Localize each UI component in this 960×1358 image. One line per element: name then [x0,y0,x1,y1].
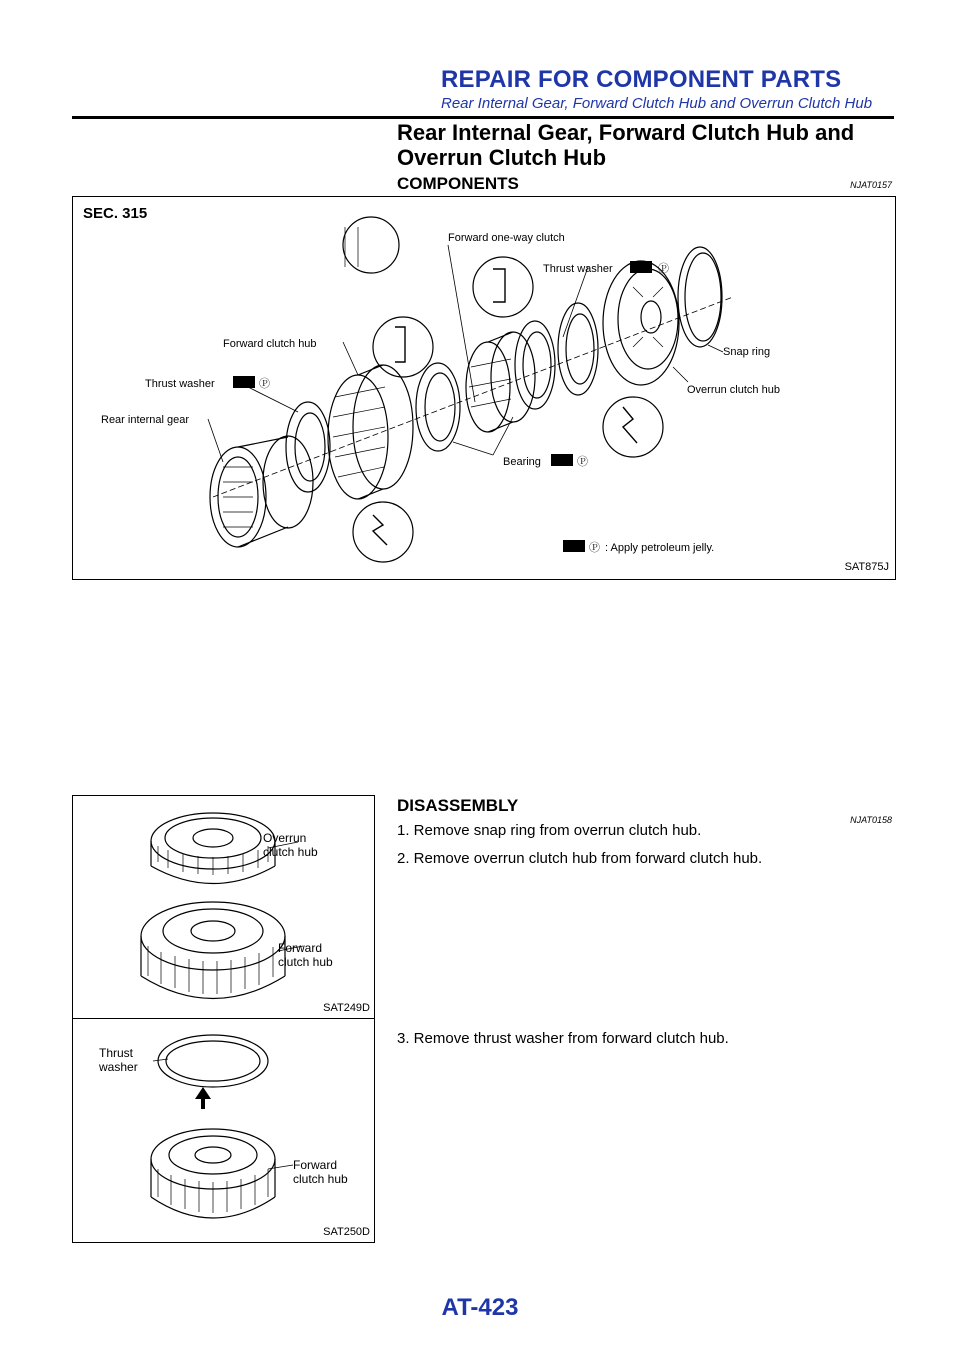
label-forward-2: clutch hub [278,955,333,969]
detail-circle-3 [473,257,533,317]
label-bearing: Bearing [503,456,541,468]
overrun-forward-hub-illustration [73,796,374,1018]
label-thrust-2: washer [99,1060,138,1074]
jelly-icon-top [630,261,652,273]
thrust-washer-illustration [73,1019,374,1242]
detail-circle-4 [603,397,663,457]
step-3: 3. Remove thrust washer from forward clutch hub. [397,1030,729,1047]
components-figure [72,196,896,580]
figure-code-sat249d: SAT249D [323,1002,370,1014]
label-thrust-1: Thrust [99,1046,134,1060]
forward-clutch-hub-shape [328,365,413,499]
detail-circle-1 [343,217,399,273]
label-legend: : Apply petroleum jelly. [605,542,715,554]
rear-internal-gear-shape [210,436,313,547]
thrust-washer-drawing [158,1035,268,1087]
components-ref-code: NJAT0157 [850,180,892,190]
label-overrun-1: Overrun [263,831,307,845]
header-rule [72,116,894,119]
assembly-axis [213,297,733,497]
jelly-icon-left [233,376,255,388]
label-forward-clutch-hub: Forward clutch hub [223,338,317,350]
p-icon-top: Ⓟ [658,263,669,275]
label-rear-internal-gear: Rear internal gear [101,414,190,426]
detail-circle-2 [373,317,433,377]
figure-code-sat875j: SAT875J [844,561,889,573]
components-heading: COMPONENTS [397,174,519,193]
bearing-ring-shape [416,363,460,451]
figure-sat250d [72,1018,375,1243]
jelly-icon-bearing [551,454,573,466]
thrust-washer-top-shape [558,303,598,395]
bearing-ring-2-shape [515,321,555,409]
label-forward-one-way-clutch: Forward one-way clutch [448,232,565,244]
detail-circle-5 [353,502,413,562]
figure-sat249d [72,795,375,1019]
page-header-subtitle: Rear Internal Gear, Forward Clutch Hub and Overrun Clutch Hub [441,95,873,112]
label-overrun-clutch-hub: Overrun clutch hub [687,384,780,396]
jelly-icon-legend [563,540,585,552]
sec-label: SEC. 315 [83,205,148,222]
thrust-washer-left-shape [286,402,330,492]
p-icon-bearing: Ⓟ [577,456,588,468]
p-icon-legend: Ⓟ [589,542,600,554]
overrun-clutch-hub-drawing [151,813,275,884]
label-overrun-2: clutch hub [263,845,318,859]
p-icon-left: Ⓟ [259,378,270,390]
forward-clutch-hub-drawing-2 [151,1129,275,1218]
forward-clutch-hub-drawing [141,902,285,999]
overrun-clutch-hub-shape [603,261,679,385]
components-illustration [73,197,895,579]
label-snap-ring: Snap ring [723,346,771,358]
page-number: AT-423 [441,1294,519,1321]
disassembly-heading: DISASSEMBLY [397,796,519,815]
label-forward-fig2-2: clutch hub [293,1172,348,1186]
step-2: 2. Remove overrun clutch hub from forward clutch hub. [397,850,763,867]
figure-code-sat250d: SAT250D [323,1226,370,1238]
label-forward-1: Forward [278,941,323,955]
label-forward-fig2-1: Forward [293,1158,338,1172]
label-thrust-washer-left: Thrust washer [145,378,215,390]
page-header-title: REPAIR FOR COMPONENT PARTS [441,66,842,93]
step-1: 1. Remove snap ring from overrun clutch hub. [397,822,702,839]
up-arrow-icon [195,1087,211,1109]
snap-ring-shape [678,247,722,347]
disassembly-ref-code: NJAT0158 [850,815,892,825]
section-title: Rear Internal Gear, Forward Clutch Hub and Overrun Clutch Hub [397,120,855,170]
label-thrust-washer-top: Thrust washer [543,263,613,275]
